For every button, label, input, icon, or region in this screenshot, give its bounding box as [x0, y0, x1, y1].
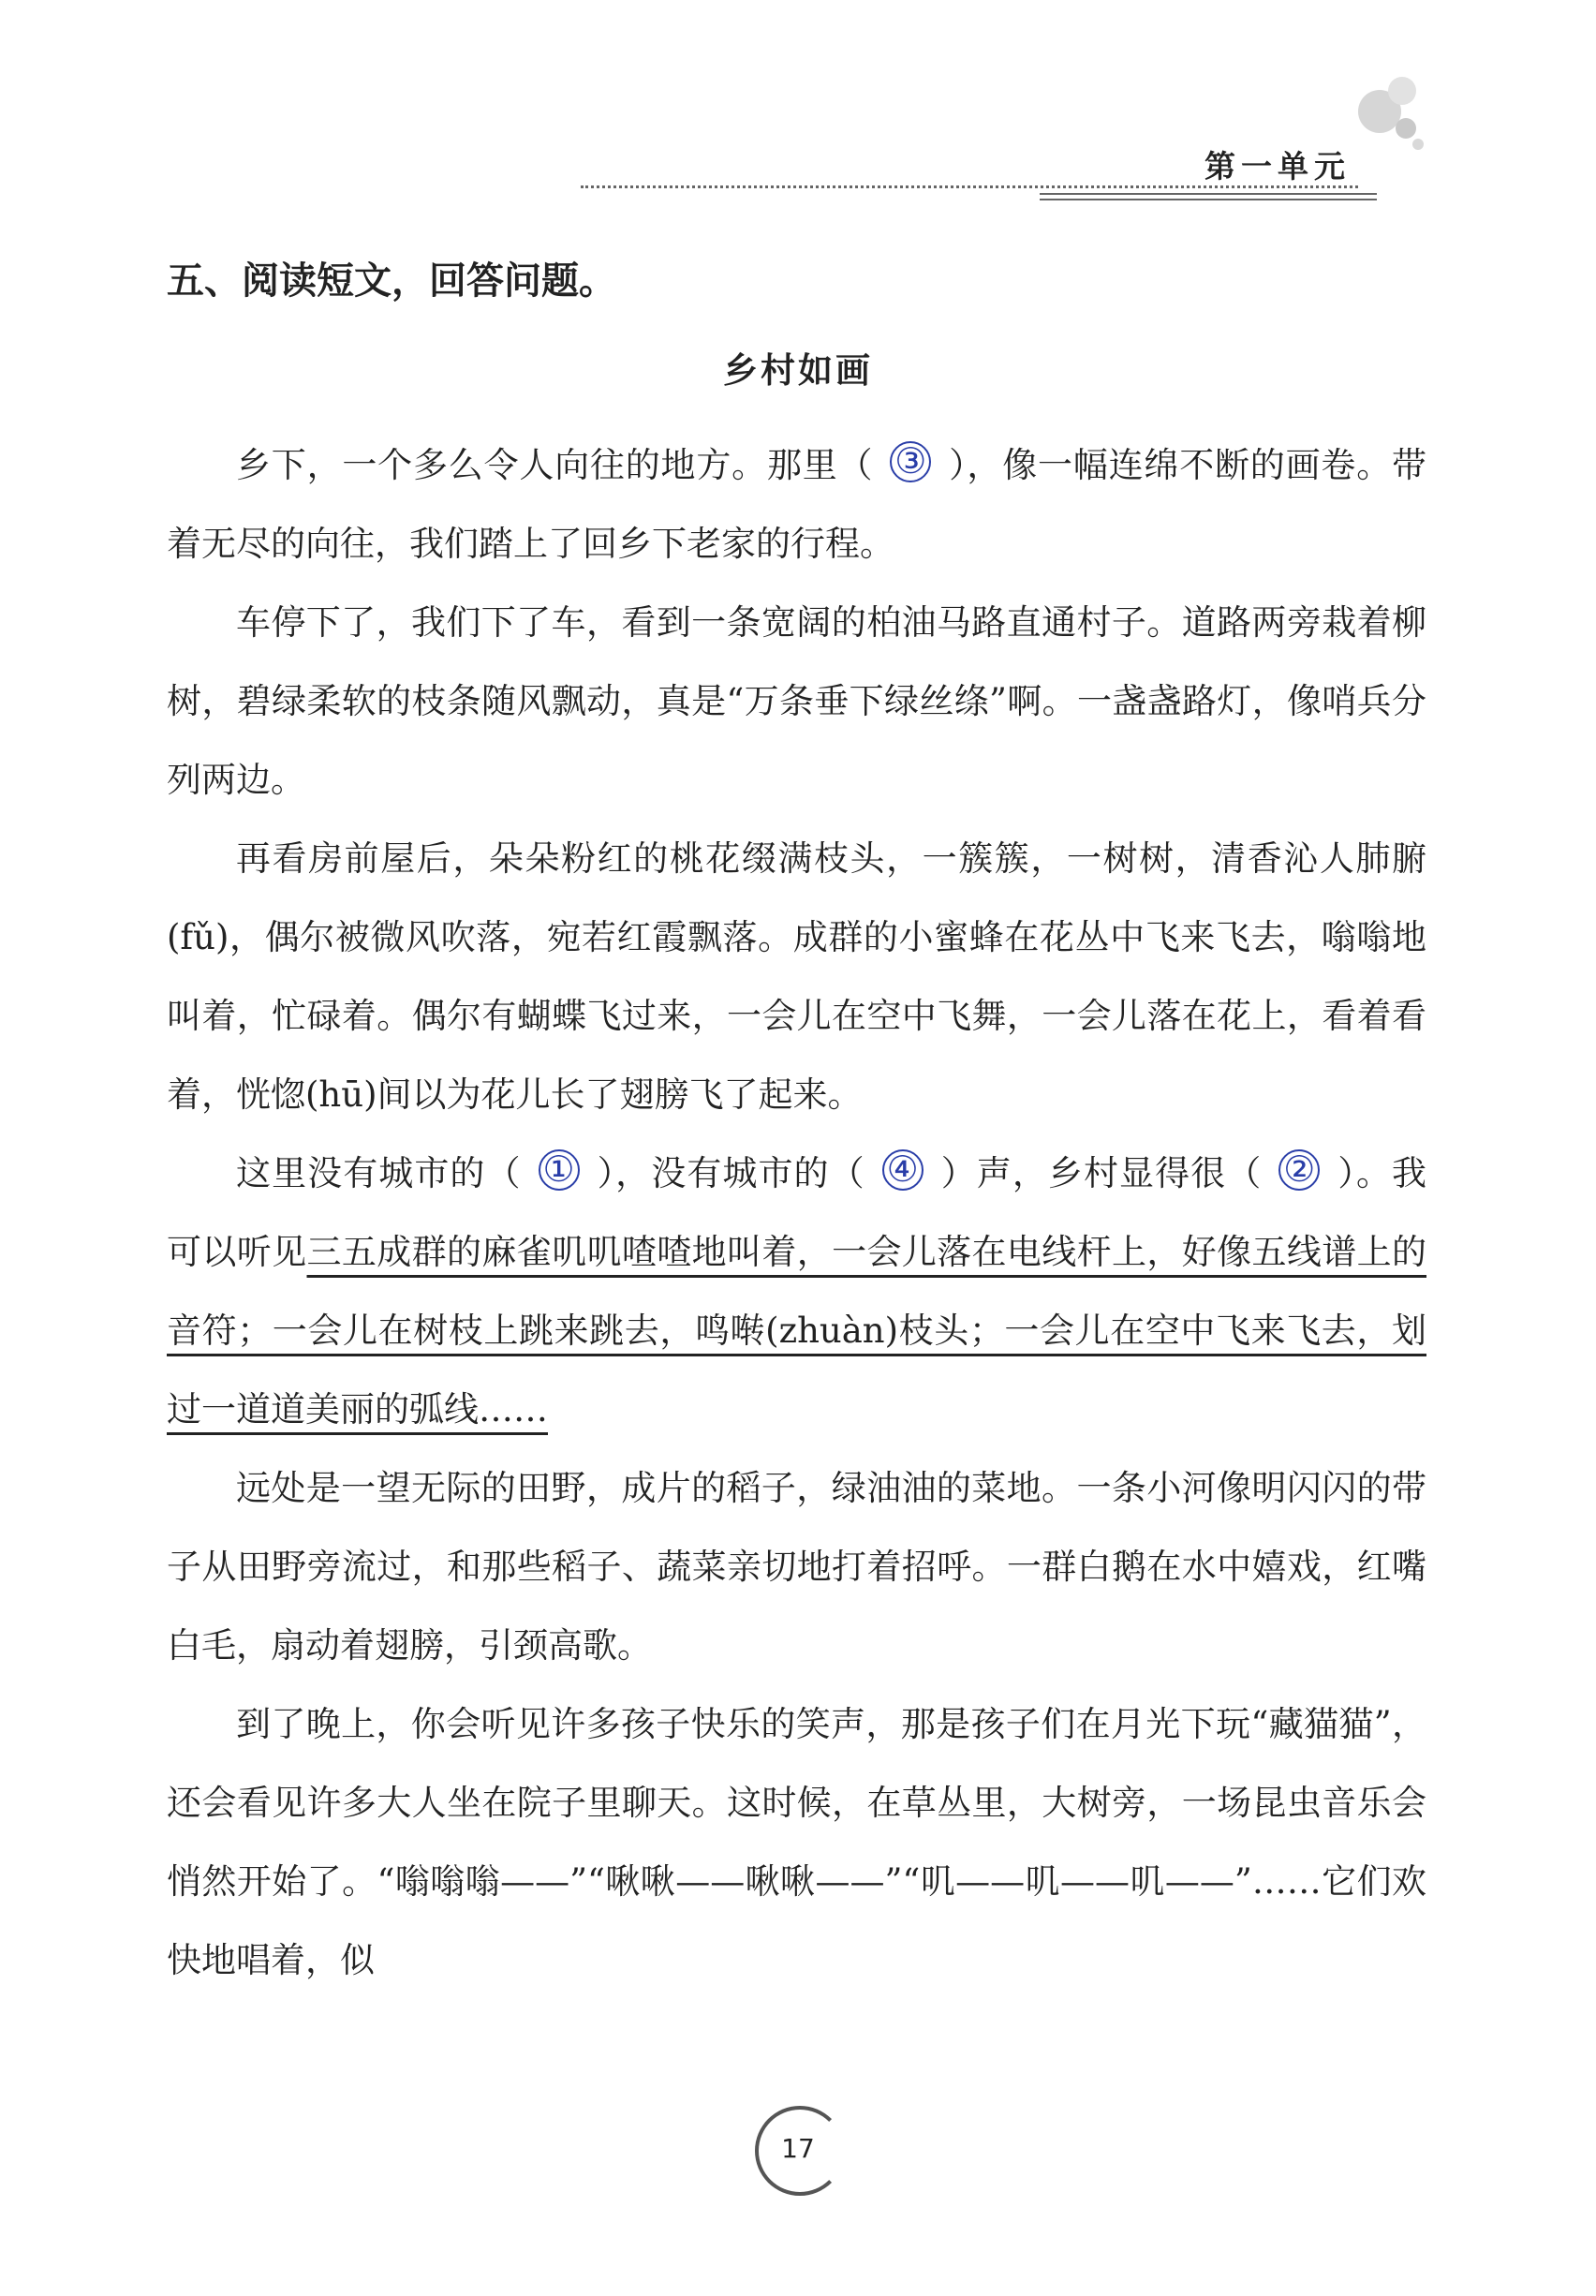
paragraph-4: 这里没有城市的（ ① ），没有城市的（ ④ ）声，乡村显得很（ ② ）。我可以听见三五成群的麻雀叽叽喳喳地叫着，一会儿落在电线杆上，好像五线谱上的音符；一会儿在树枝上跳来跳去，鸣啭(zhuàn)枝头；一会儿在空中飞来飞去，划过一道道美丽的弧线…… [167, 1148, 1427, 1429]
answer-mark: ④ [882, 1149, 924, 1191]
answer-mark: ① [539, 1149, 580, 1191]
page-number-badge [755, 2106, 841, 2192]
unit-label: 第一单元 [1204, 148, 1351, 185]
section-title: 五、阅读短文，回答问题。 [167, 259, 616, 303]
paragraph-2: 车停下了，我们下了车，看到一条宽阔的柏油马路直通村子。道路两旁栽着柳树，碧绿柔软的枝条随风飘动，真是“万条垂下绿丝绦”啊。一盏盏路灯，像哨兵分列两边。 [167, 602, 1426, 800]
paragraph-5: 远处是一望无际的田野，成片的稻子，绿油油的菜地。一条小河像明闪闪的带子从田野旁流过，和那些稻子、蔬菜亲切地打着招呼。一群白鹅在水中嬉戏，红嘴白毛，扇动着翅膀，引颈高歌。 [167, 1468, 1426, 1666]
underlined-sentence: 三五成群的麻雀叽叽喳喳地叫着，一会儿落在电线杆上，好像五线谱上的音符；一会儿在树枝上跳来跳去，鸣啭(zhuàn)枝头；一会儿在空中飞来飞去，划过一道道美丽的弧线…… [167, 1232, 1427, 1429]
article-title: 乡村如画 [723, 350, 873, 391]
answer-mark: ② [1278, 1149, 1320, 1191]
header-bars [1040, 193, 1377, 204]
article-body [167, 426, 1426, 2000]
paragraph-1: 乡下，一个多么令人向往的地方。那里（ ③ ），像一幅连绵不断的画卷。带着无尽的向往，我们踏上了回乡下老家的行程。 [167, 440, 1426, 564]
answer-mark: ③ [890, 441, 931, 482]
header-divider [581, 185, 1358, 188]
paragraph-6: 到了晚上，你会听见许多孩子快乐的笑声，那是孩子们在月光下玩“藏猫猫”，还会看见许多大人坐在院子里聊天。这时候，在草丛里，大树旁，一场昆虫音乐会悄然开始了。“嗡嗡嗡——”“啾啾——啾啾——”“叽——叽——叽——”……它们欢快地唱着，似 [167, 1704, 1426, 1980]
page-number: 17 [781, 2133, 815, 2164]
paragraph-3: 再看房前屋后，朵朵粉红的桃花缀满枝头，一簇簇，一树树，清香沁人肺腑(fǔ)，偶尔被微风吹落，宛若红霞飘落。成群的小蜜蜂在花丛中飞来飞去，嗡嗡地叫着，忙碌着。偶尔有蝴蝶飞过来，一会儿在空中飞舞，一会儿落在花上，看着看着，恍惚(hū)间以为花儿长了翅膀飞了起来。 [167, 838, 1426, 1115]
